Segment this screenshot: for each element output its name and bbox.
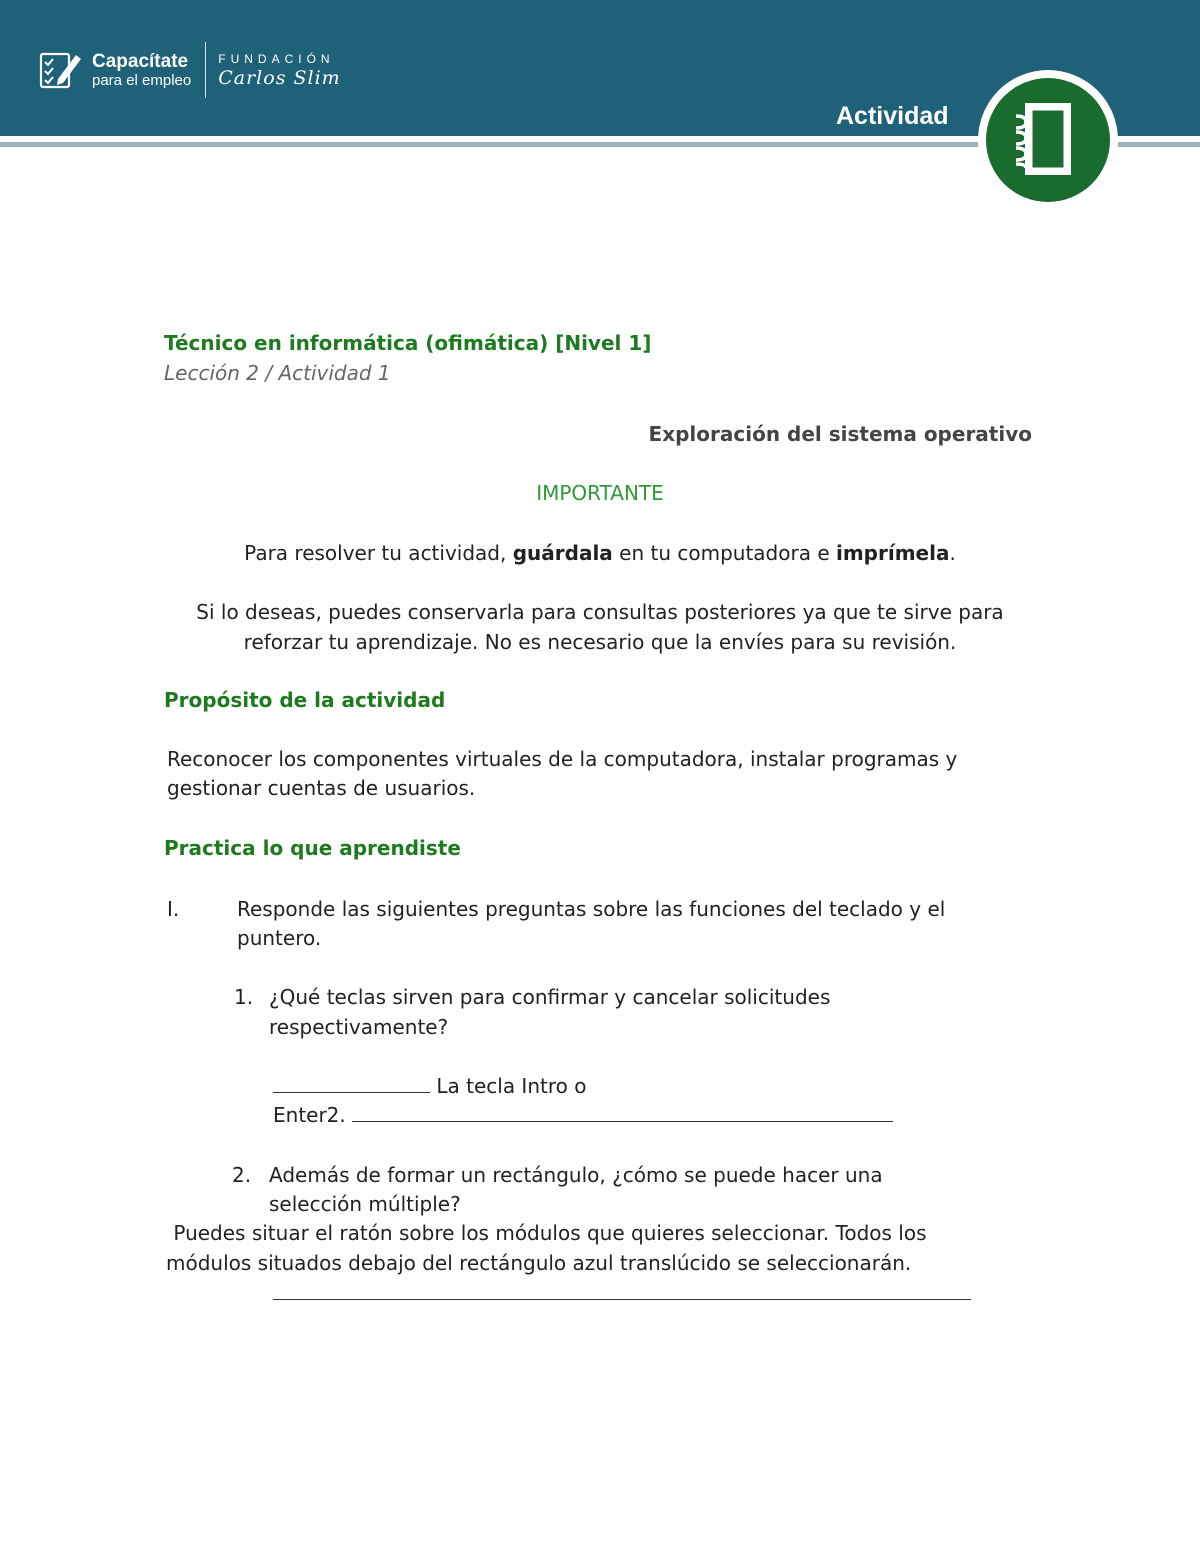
instruction-part: .	[949, 541, 956, 565]
foundation-signature: Carlos Slim	[218, 66, 341, 89]
item-number: I.	[167, 897, 180, 921]
instruction-bold: imprímela	[835, 541, 950, 565]
note-line: Si lo deseas, puedes conservarla para consultas posteriores ya que te sirve para	[196, 600, 1004, 624]
logo-divider	[205, 42, 206, 98]
answer-blank	[273, 1299, 971, 1300]
instruction-text	[0, 538, 1200, 568]
question-text: Además de formar un rectángulo, ¿cómo se puede hacer una	[269, 1163, 883, 1187]
logo-subtitle: para el empleo	[92, 72, 192, 89]
foundation-logo	[218, 53, 340, 88]
foundation-label: FUNDACIÓN	[218, 51, 335, 66]
topic-title: Exploración del sistema operativo	[648, 422, 1032, 446]
checklist-icon	[38, 49, 84, 91]
answer-text: La tecla Intro o	[436, 1074, 587, 1098]
question-text: ¿Qué teclas sirven para confirmar y cancelar solicitudes	[269, 985, 831, 1009]
instruction-part: Para resolver tu actividad,	[244, 541, 513, 565]
purpose-text: gestionar cuentas de usuarios.	[167, 776, 476, 800]
item-text: Responde las siguientes preguntas sobre las funciones del teclado y el	[237, 897, 946, 921]
answer-line	[273, 1071, 586, 1101]
logo-title: Capacítate	[92, 51, 189, 72]
notebook-icon	[976, 68, 1120, 212]
section-label: Actividad	[836, 102, 949, 130]
answer-blank	[352, 1101, 893, 1122]
question-number: 1.	[234, 985, 254, 1009]
important-label: IMPORTANTE	[536, 481, 664, 505]
instruction-bold: guárdala	[512, 541, 613, 565]
note-line: reforzar tu aprendizaje. No es necesario que la envíes para su revisión.	[243, 630, 957, 654]
answer-text: módulos situados debajo del rectángulo azul translúcido se seleccionarán.	[166, 1251, 912, 1275]
answer-line	[273, 1100, 893, 1130]
lesson-label: Lección 2 / Actividad 1	[164, 361, 391, 385]
purpose-text: Reconocer los componentes virtuales de la computadora, instalar programas y	[167, 747, 958, 771]
question-number: 2.	[232, 1163, 252, 1187]
answer-blank	[273, 1072, 430, 1093]
question-text: selección múltiple?	[269, 1192, 461, 1216]
instruction-part: en tu computadora e	[612, 541, 836, 565]
capacitate-logo	[38, 44, 341, 96]
course-title: Técnico en informática (ofimática) [Nivel 1]	[164, 331, 652, 355]
answer-text: Enter2.	[273, 1103, 346, 1127]
purpose-heading: Propósito de la actividad	[164, 688, 446, 712]
item-text: puntero.	[237, 926, 322, 950]
answer-text: Puedes situar el ratón sobre los módulos que quieres seleccionar. Todos los	[167, 1221, 927, 1245]
question-text: respectivamente?	[269, 1015, 449, 1039]
practice-heading: Practica lo que aprendiste	[164, 836, 461, 860]
